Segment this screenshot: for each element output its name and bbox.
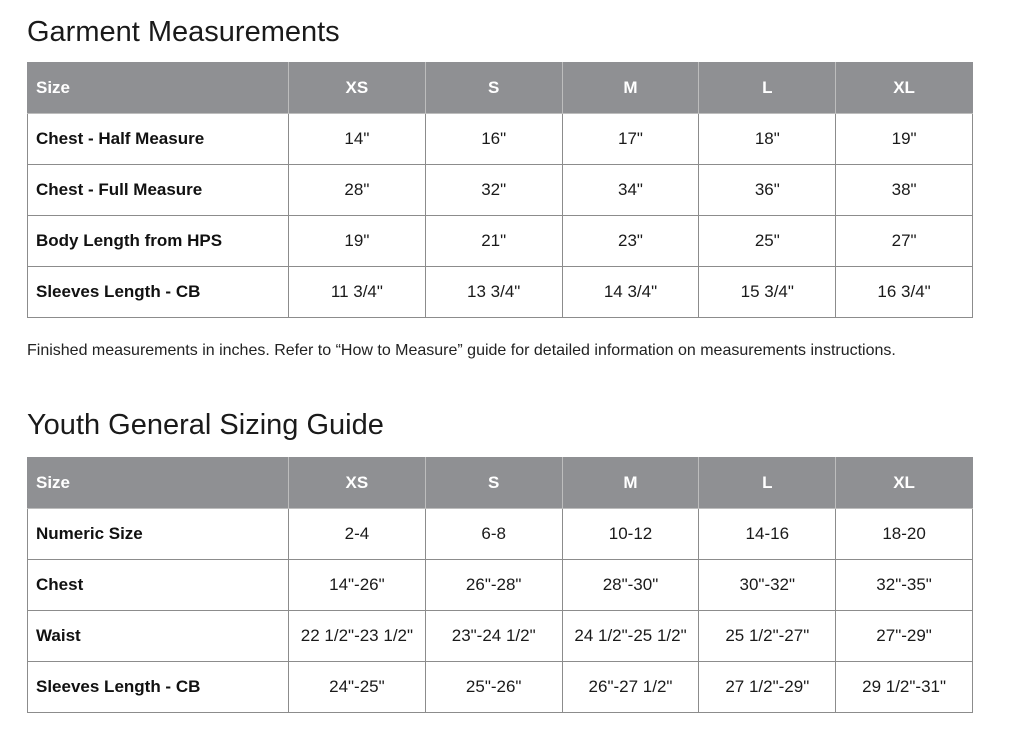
table-cell: 10-12 — [562, 509, 699, 560]
table-cell: 28"-30" — [562, 560, 699, 611]
youth-sizing-guide-title: Youth General Sizing Guide — [27, 409, 384, 441]
table-row-chest-half — [28, 114, 973, 165]
table-cell: 23"-24 1/2" — [425, 611, 562, 662]
table-cell: 24"-25" — [289, 662, 426, 713]
table-cell: 14-16 — [699, 509, 836, 560]
column-header-s: S — [425, 63, 562, 114]
table-row-numeric-size — [28, 509, 973, 560]
measurements-footnote: Finished measurements in inches. Refer to “How to Measure” guide for detailed information on measurements instructions. — [27, 342, 896, 359]
table-cell: 6-8 — [425, 509, 562, 560]
table-cell: 32"-35" — [836, 560, 973, 611]
table-cell: 38" — [836, 165, 973, 216]
youth-sizing-table — [27, 457, 973, 713]
table-cell: 18" — [699, 114, 836, 165]
table-cell: 27" — [836, 216, 973, 267]
table-cell: 34" — [562, 165, 699, 216]
column-header-xl: XL — [836, 63, 973, 114]
column-header-m: M — [562, 63, 699, 114]
row-label: Waist — [28, 611, 289, 662]
table-row-chest-full — [28, 165, 973, 216]
row-label: Numeric Size — [28, 509, 289, 560]
table-cell: 32" — [425, 165, 562, 216]
table-cell: 36" — [699, 165, 836, 216]
column-header-xs: XS — [289, 63, 426, 114]
table-cell: 13 3/4" — [425, 267, 562, 318]
table-cell: 26"-27 1/2" — [562, 662, 699, 713]
table-row-body-length — [28, 216, 973, 267]
table-cell: 27"-29" — [836, 611, 973, 662]
column-header-m: M — [562, 458, 699, 509]
table-row-sleeves-length — [28, 662, 973, 713]
table-cell: 25" — [699, 216, 836, 267]
garment-measurements-table — [27, 62, 973, 318]
table-cell: 11 3/4" — [289, 267, 426, 318]
table-cell: 26"-28" — [425, 560, 562, 611]
table-cell: 17" — [562, 114, 699, 165]
table-cell: 18-20 — [836, 509, 973, 560]
table-cell: 29 1/2"-31" — [836, 662, 973, 713]
table-cell: 25 1/2"-27" — [699, 611, 836, 662]
table-cell: 24 1/2"-25 1/2" — [562, 611, 699, 662]
table-cell: 21" — [425, 216, 562, 267]
table-header-row — [28, 63, 973, 114]
row-label: Chest - Half Measure — [28, 114, 289, 165]
table-cell: 14" — [289, 114, 426, 165]
table-cell: 14"-26" — [289, 560, 426, 611]
table-row-chest — [28, 560, 973, 611]
table-cell: 28" — [289, 165, 426, 216]
table-cell: 30"-32" — [699, 560, 836, 611]
table-cell: 23" — [562, 216, 699, 267]
table-row-sleeves-length — [28, 267, 973, 318]
row-label: Chest — [28, 560, 289, 611]
table-cell: 2-4 — [289, 509, 426, 560]
table-cell: 19" — [289, 216, 426, 267]
row-label: Sleeves Length - CB — [28, 662, 289, 713]
column-header-xl: XL — [836, 458, 973, 509]
row-label: Body Length from HPS — [28, 216, 289, 267]
column-header-size: Size — [28, 63, 289, 114]
column-header-l: L — [699, 458, 836, 509]
table-cell: 16" — [425, 114, 562, 165]
column-header-l: L — [699, 63, 836, 114]
row-label: Sleeves Length - CB — [28, 267, 289, 318]
table-row-waist — [28, 611, 973, 662]
column-header-s: S — [425, 458, 562, 509]
column-header-xs: XS — [289, 458, 426, 509]
garment-measurements-title: Garment Measurements — [27, 16, 340, 48]
column-header-size: Size — [28, 458, 289, 509]
table-cell: 27 1/2"-29" — [699, 662, 836, 713]
table-header-row — [28, 458, 973, 509]
table-cell: 19" — [836, 114, 973, 165]
table-cell: 22 1/2"-23 1/2" — [289, 611, 426, 662]
table-cell: 14 3/4" — [562, 267, 699, 318]
row-label: Chest - Full Measure — [28, 165, 289, 216]
table-cell: 25"-26" — [425, 662, 562, 713]
table-cell: 15 3/4" — [699, 267, 836, 318]
table-cell: 16 3/4" — [836, 267, 973, 318]
